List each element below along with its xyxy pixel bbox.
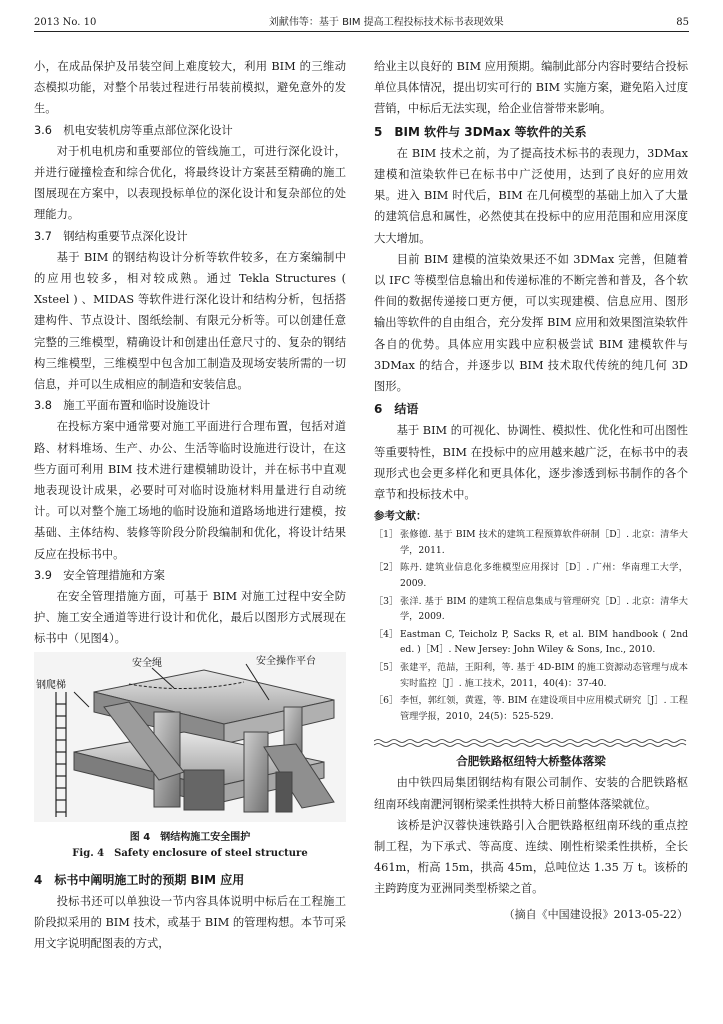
intro-paragraph: 小，在成品保护及吊装空间上难度较大，利用 BIM 的三维动态模拟功能，对整个吊装过程进行吊装前模拟，避免意外的发生。	[34, 60, 346, 116]
right-column	[374, 56, 688, 926]
running-title: 刘献伟等：基于 BIM 提高工程投标技术标书表现效果	[268, 17, 504, 28]
reference-item: ［1］ 张修德. 基于 BIM 技术的建筑工程预算软件研制［D］. 北京：清华大学，2011.	[374, 529, 688, 556]
section-3-7-heading: 3.7 钢结构重要节点深化设计	[34, 229, 188, 243]
steel-structure-illustration	[34, 652, 346, 822]
reference-item: ［3］ 张洋. 基于 BIM 的建筑工程信息集成与管理研究［D］. 北京：清华大学，2009.	[374, 595, 688, 623]
section-3-9-body: 在安全管理措施方面，可基于 BIM 对施工过程中安全防护、施工安全通道等进行设计和优化，最后以图形方式展现在标书中（见图4）。	[34, 590, 346, 646]
references-list	[374, 527, 688, 724]
section-3-8-body: 在投标方案中通常要对施工平面进行合理布置，包括对道路、材料堆场、生产、办公、生活等临时设施进行设计，在这些方面可利用 BIM 技术进行建模辅助设计，并在标书中直观地表现设计成果，必要时可对临时设施材料用量进行自动统计。可以对整个施工场地的临时设施和道路场地进行建模，按基础、主体结构、装修等阶段分阶段编制和优化，将设计结果反应在投标书中。	[34, 420, 346, 561]
section-5-paragraph-2: 目前 BIM 建模的渲染效果还不如 3DMax 完善，但随着以 IFC 等模型信息输出和传递标准的不断完善和普及，各个软件间的数据传递接口更方便，可以实现建模、信息应用、图形输出等软件的自由组合，充分发挥 BIM 应用和效果图渲染软件各自的优势。具体应用实践中应积极尝试 BIM 建模软件与 3DMax 的结合，并逐步以 BIM 技术取代传统的纯几何 3D 图形。	[374, 252, 688, 394]
reference-item: ［6］ 李恒，郭红领，黄霆，等. BIM 在建设项目中应用模式研究［J］. 工程管理学报，2010，24(5)：525-529.	[374, 695, 688, 722]
section-6-heading: 6 结语	[374, 402, 419, 417]
news-title: 合肥铁路枢纽特大桥整体落梁	[456, 754, 606, 769]
left-column	[34, 56, 346, 955]
page-number: 85	[676, 17, 689, 28]
news-paragraph-1: 由中铁四局集团钢结构有限公司制作、安装的合肥铁路枢纽南环线南淝河钢桁梁柔性拱特大桥日前整体落梁就位。	[374, 776, 688, 811]
section-3-6-heading: 3.6 机电安装机房等重点部位深化设计	[34, 123, 233, 137]
news-source: （摘自《中国建设报》2013-05-22）	[503, 907, 688, 921]
section-3-7-body: 基于 BIM 的钢结构设计分析等软件较多，在方案编制中的应用也较多，相对较成熟。通过 Tekla Structures ( Xsteel ) 、MIDAS 等软件进行深化设计和结构分析，包括搭建构件、节点设计、图纸绘制、有限元分析等。可以创建任意完整的三维模型，精确设计和创建出任意尺寸的、复杂的钢结构三维模型，三维模型中包含加工制造及现场安装所需的一切信息，并可以生成相应的制造和安装信息。	[34, 250, 346, 392]
figure-caption-en: Fig. 4 Safety enclosure of steel structure	[72, 847, 308, 859]
issue-label: 2013 No. 10	[34, 17, 97, 28]
references-label: 参考文献：	[374, 510, 427, 523]
section-3-6-body: 对于机电机房和重要部位的管线施工，可进行深化设计，并进行碰撞检查和综合优化，将最终设计方案甚至精确的施工图展现在方案中，以表现投标单位的深化设计和复杂部位的处理能力。	[34, 144, 346, 222]
section-6-body: 基于 BIM 的可视化、协调性、模拟性、优化性和可出图性等重要特性，BIM 在投标中的应用越来越广泛，在标书中的表现形式也会更多样化和更具体化，逐步渗透到标书制作的各个章节和投标技术中。	[374, 424, 688, 502]
continued-paragraph: 给业主以良好的 BIM 应用预期。编制此部分内容时要结合投标单位具体情况，提出切实可行的 BIM 实施方案，避免陷入过度营销，中标后无法实现，给企业信誉带来影响。	[374, 60, 688, 116]
label-ladder: 钢爬梯	[36, 679, 66, 691]
section-5-paragraph-1: 在 BIM 技术之前，为了提高技术标书的表现力，3DMax 建模和渲染软件已在标书中广泛使用，达到了良好的应用效果。进入 BIM 时代后，BIM 在几何模型的基础上加入了大量的建筑信息和属性，必然使其在投标中的应用范围和应用深度大大增加。	[374, 146, 688, 245]
figure-caption-zh: 图 4 钢结构施工安全围护	[129, 831, 251, 843]
running-header	[34, 14, 689, 32]
reference-item: ［4］ Eastman C, Teicholz P, Sacks R, et al. BIM handbook ( 2nd ed. )［M］. New Jersey: John Wiley & Sons, Inc., 2010.	[374, 628, 688, 656]
section-3-9-heading: 3.9 安全管理措施和方案	[34, 568, 165, 582]
reference-item: ［2］ 陈丹. 建筑业信息化多维模型应用探讨［D］. 广州：华南理工大学，2009.	[374, 562, 688, 590]
section-4-body: 投标书还可以单独设一节内容具体说明中标后在工程施工阶段拟采用的 BIM 技术，或基于 BIM 的管理构想。本节可采用文字说明配图表的方式，	[34, 894, 346, 951]
section-5-heading: 5 BIM 软件与 3DMax 等软件的关系	[374, 124, 587, 139]
reference-item: ［5］ 张建平，范喆，王阳利，等. 基于 4D-BIM 的施工资源动态管理与成本实时监控［J］. 施工技术，2011，40(4)：37-40.	[374, 662, 688, 689]
label-platform: 安全操作平台	[256, 655, 316, 667]
news-paragraph-2: 该桥是沪汉蓉快速铁路引入合肥铁路枢纽南环线的重点控制工程，为下承式、等高度、连续、刚性桁梁柔性拱桥，全长 461m，桁高 15m，拱高 45m，总吨位达 1.35 万 t。该桥的主跨跨度为亚洲同类型桥梁之首。	[374, 818, 688, 896]
section-4-heading: 4 标书中阐明施工时的预期 BIM 应用	[34, 872, 245, 887]
label-safety-rope: 安全绳	[132, 657, 162, 669]
figure-4-image	[34, 652, 346, 822]
section-3-8-heading: 3.8 施工平面布置和临时设施设计	[34, 399, 211, 413]
wavy-divider	[374, 734, 688, 744]
